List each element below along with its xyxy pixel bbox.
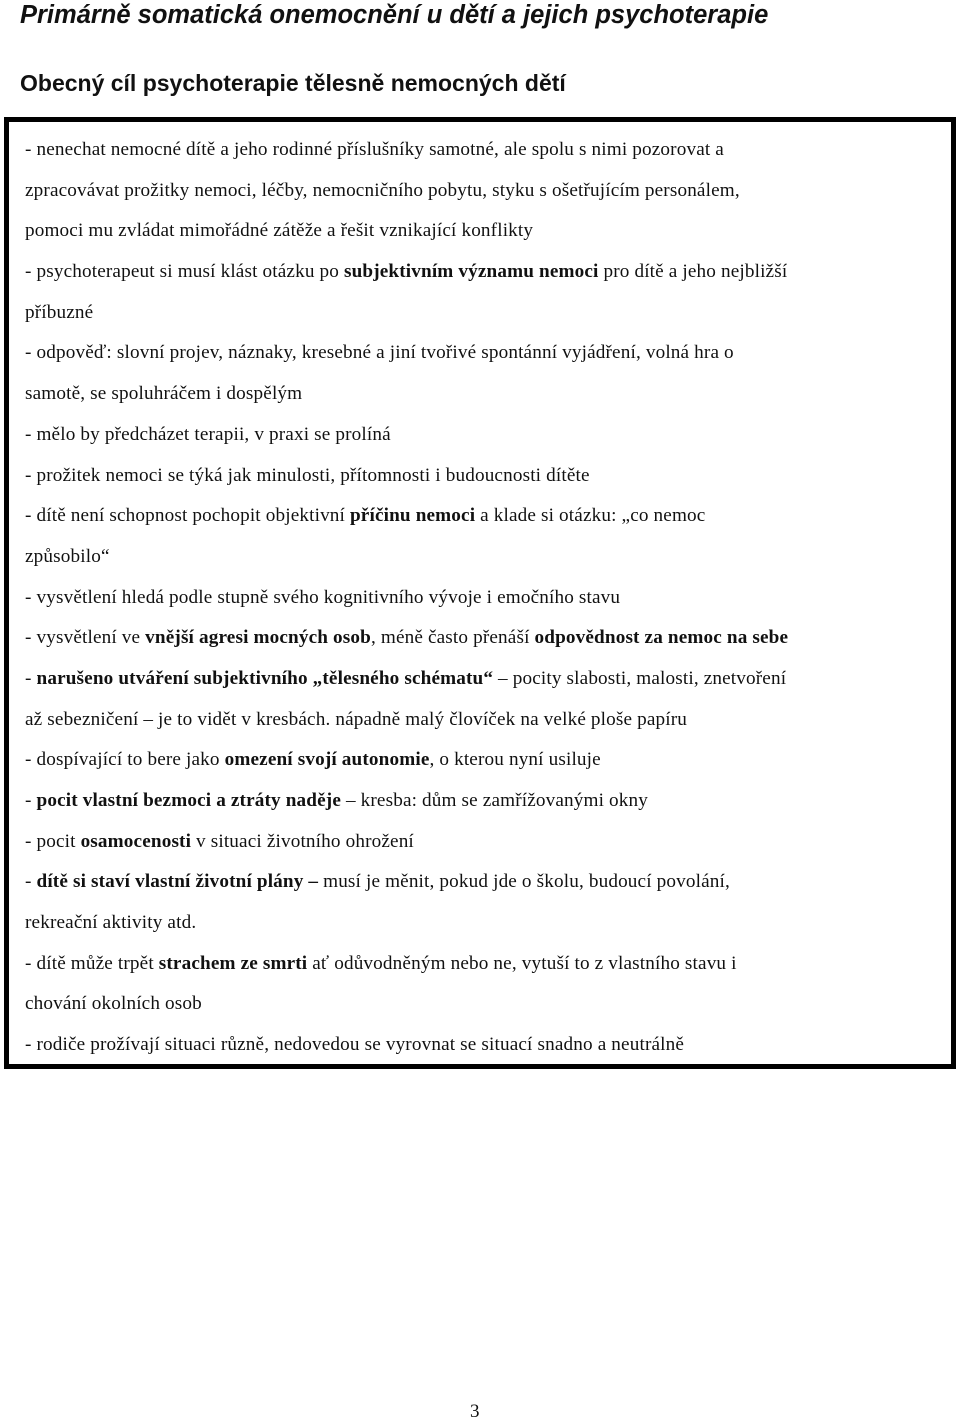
text-segment: - bbox=[25, 667, 37, 689]
text-segment: - pocit bbox=[25, 830, 81, 852]
text-line bbox=[25, 659, 947, 700]
text-segment: v situaci životního ohrožení bbox=[191, 830, 414, 852]
text-segment: - vysvětlení ve bbox=[25, 627, 146, 649]
document-title: Primárně somatická onemocnění u dětí a jejich psychoterapie bbox=[20, 1, 769, 29]
section-heading: Obecný cíl psychoterapie tělesně nemocných dětí bbox=[20, 70, 566, 96]
text-segment: - bbox=[25, 871, 37, 893]
text-segment: samotě, se spoluhráčem i dospělým bbox=[25, 383, 303, 405]
bold-phrase: vnější agresi mocných osob bbox=[145, 627, 371, 649]
text-segment: – pocity slabosti, malosti, znetvoření bbox=[493, 667, 787, 689]
page-number: 3 bbox=[470, 1401, 480, 1422]
text-line bbox=[25, 862, 947, 903]
text-line bbox=[25, 456, 947, 497]
text-line bbox=[25, 496, 947, 537]
text-segment: , o kterou nyní usiluje bbox=[429, 749, 601, 771]
bold-phrase: strachem ze smrti bbox=[158, 952, 308, 974]
content-frame bbox=[4, 117, 956, 1069]
bold-phrase: osamocenosti bbox=[80, 830, 192, 852]
text-line bbox=[25, 618, 947, 659]
text-line bbox=[25, 944, 947, 985]
text-line bbox=[25, 578, 947, 619]
text-segment: musí je měnit, pokud jde o školu, budoucí povolání, bbox=[318, 871, 730, 893]
bold-phrase: narušeno utváření subjektivního „tělesného schématu“ bbox=[36, 667, 494, 689]
text-segment: - odpověď: slovní projev, náznaky, kresebné a jiní tvořivé spontánní vyjádření, volná hra o bbox=[25, 342, 734, 364]
text-segment: způsobilo“ bbox=[25, 545, 110, 567]
bold-phrase: odpovědnost za nemoc na sebe bbox=[534, 627, 789, 649]
text-segment: - vysvětlení hledá podle stupně svého kognitivního vývoje i emočního stavu bbox=[25, 586, 621, 608]
text-line bbox=[25, 781, 947, 822]
text-segment: - rodiče prožívají situaci různě, nedovedou se vyrovnat se situací snadno a neutrálně bbox=[25, 1034, 685, 1056]
text-segment: chování okolních osob bbox=[25, 993, 202, 1015]
body-text bbox=[25, 130, 947, 1066]
text-segment: pro dítě a jeho nejbližší bbox=[598, 261, 788, 283]
bold-phrase: dítě si staví vlastní životní plány – bbox=[36, 871, 319, 893]
text-line bbox=[25, 903, 947, 944]
bold-phrase: pocit vlastní bezmoci a ztráty naděje bbox=[36, 790, 341, 811]
text-line bbox=[25, 1025, 947, 1066]
text-line bbox=[25, 984, 947, 1025]
text-line bbox=[25, 333, 947, 374]
text-line bbox=[25, 822, 947, 863]
bold-phrase: subjektivním významu nemoci bbox=[343, 261, 599, 283]
bold-phrase: příčinu nemoci bbox=[349, 505, 476, 527]
text-segment: , méně často přenáší bbox=[370, 627, 535, 649]
text-segment: - prožitek nemoci se týká jak minulosti, přítomnosti i budoucnosti dítěte bbox=[25, 464, 590, 486]
text-line bbox=[25, 415, 947, 456]
text-line bbox=[25, 537, 947, 578]
text-segment: a klade si otázku: „co nemoc bbox=[475, 505, 706, 527]
text-segment: pomoci mu zvládat mimořádné zátěže a řešit vznikající konflikty bbox=[25, 220, 534, 242]
text-line bbox=[25, 252, 947, 293]
text-segment: - dítě může trpět bbox=[25, 952, 159, 974]
text-segment: - dítě není schopnost pochopit objektivní bbox=[25, 505, 350, 527]
text-segment: příbuzné bbox=[25, 301, 94, 323]
text-segment: - mělo by předcházet terapii, v praxi se prolíná bbox=[25, 423, 391, 445]
text-segment: - dospívající to bere jako bbox=[25, 749, 225, 771]
text-segment: - psychoterapeut si musí klást otázku po bbox=[25, 261, 344, 283]
text-line bbox=[25, 130, 947, 171]
text-segment: – kresba: dům se zamřížovanými okny bbox=[341, 790, 648, 811]
text-segment: ať odůvodněným nebo ne, vytuší to z vlastního stavu i bbox=[307, 952, 737, 974]
text-segment: zpracovávat prožitky nemoci, léčby, nemocničního pobytu, styku s ošetřujícím personálem, bbox=[25, 179, 740, 201]
text-line bbox=[25, 374, 947, 415]
text-segment: - nenechat nemocné dítě a jeho rodinné příslušníky samotné, ale spolu s nimi pozorovat a bbox=[25, 139, 724, 160]
text-line bbox=[25, 211, 947, 252]
text-line bbox=[25, 740, 947, 781]
text-line bbox=[25, 700, 947, 741]
bold-phrase: omezení svojí autonomie bbox=[224, 749, 430, 771]
text-line bbox=[25, 293, 947, 334]
text-segment: rekreační aktivity atd. bbox=[25, 912, 197, 934]
text-segment: - bbox=[25, 790, 37, 811]
text-line bbox=[25, 171, 947, 212]
text-segment: až sebezničení – je to vidět v kresbách. nápadně malý človíček na velké ploše papíru bbox=[25, 708, 688, 730]
